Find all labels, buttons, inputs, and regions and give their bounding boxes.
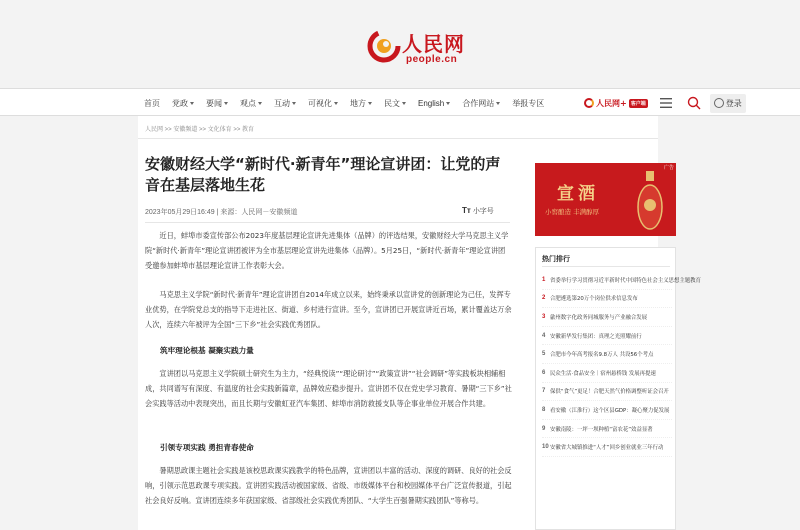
chevron-down-icon [446, 102, 450, 105]
hot-ranking-divider [542, 266, 670, 267]
nav-item[interactable] [378, 89, 412, 117]
nav-item[interactable] [506, 89, 550, 117]
login-button[interactable] [710, 94, 746, 113]
hot-ranking-number: 7 [542, 388, 546, 395]
nav-item-label: 合作网站 [462, 98, 495, 108]
nav-item-label: 互动 [274, 98, 290, 108]
hot-ranking-item[interactable] [542, 401, 672, 420]
breadcrumb[interactable]: 人民网 >> 安徽频道 >> 文化体育 >> 教育 [145, 127, 255, 133]
nav-item-label: 可视化 [308, 98, 332, 108]
search-icon[interactable] [686, 95, 702, 111]
nav-item-label: 民文 [384, 98, 400, 108]
nav-menu [138, 89, 550, 117]
main-nav [0, 88, 800, 116]
brand-swirl-icon [584, 98, 594, 108]
ad-title: 宣酒 [557, 184, 599, 204]
liquor-bottle-icon [635, 169, 665, 231]
hot-ranking-link[interactable]: 安徽南陵：一坪一坝种植“富农花”效益显著 [550, 426, 653, 433]
section-heading-2: 引领专项实践 勇担青春使命 [160, 443, 254, 452]
nav-item-label: 举报专区 [512, 98, 545, 108]
nav-item[interactable] [412, 89, 456, 117]
nav-item-label: 党政 [172, 98, 188, 108]
nav-item[interactable] [344, 89, 378, 117]
chevron-down-icon [496, 102, 500, 105]
hot-ranking-item[interactable] [542, 308, 672, 327]
hot-ranking-link[interactable]: 安徽省大城镇推进“人才”回乡创业就业三年行动 [550, 445, 664, 452]
hot-ranking-item[interactable] [542, 364, 672, 383]
hot-ranking-link[interactable]: 合肥市今年高考报名9.8万人 共设56个考点 [550, 352, 654, 359]
hot-ranking-number: 5 [542, 351, 546, 358]
nav-item-label: 要闻 [206, 98, 222, 108]
nav-item-label: English [418, 98, 445, 108]
chevron-down-icon [224, 102, 228, 105]
chevron-down-icon [402, 102, 406, 105]
hot-ranking-link[interactable]: 看安徽（江淮行）这个区县GDP：凝心聚力促发展 [550, 407, 670, 414]
hot-ranking-title: 热门排行 [542, 256, 570, 263]
hot-ranking-item[interactable] [542, 438, 672, 457]
hot-ranking-link[interactable]: 合肥遴选第20万个岗位供求信息发布 [550, 296, 638, 303]
hot-ranking-item[interactable] [542, 290, 672, 309]
hot-ranking-number: 10 [542, 444, 549, 451]
article-paragraph-3: 宣讲团以马克思主义学院硕士研究生为主力，“经典悦读”“理论研讨”“政策宣讲”“社会调研”等实践板块相辅相成，共同谱写有深度、有温度的社会实践新篇章，品牌效应稳步提升。宣讲团不仅在党史学习教育、暑期“三下乡”社会实践等活动中表现突出，而且长期与安徽虹亚汽车集团、蚌埠市消防救援支队等企事业单位开展合作共建。 [145, 369, 512, 408]
article-paragraph-4: 暑期思政课主题社会实践是该校思政课实践教学的特色品牌，宣讲团以丰富的活动、深度的调研、良好的社会反响，引领示范思政课专项实践。宣讲团实践活动被国家级、省级、市级媒体平台和校园媒体平台广泛宣传报道，引起社会良好反响。宣讲团连续多年获国家级、省部级社会实践优秀团队、“大学生百强暑期实践团队”等称号。 [145, 466, 512, 505]
nav-item-label: 地方 [350, 98, 366, 108]
hot-ranking-item[interactable] [542, 420, 672, 439]
nav-item-label: 首页 [144, 98, 160, 108]
hot-ranking-item[interactable] [542, 345, 672, 364]
chevron-down-icon [334, 102, 338, 105]
app-brand [584, 98, 648, 109]
brand-badge: 客户端 [630, 100, 646, 107]
breadcrumb-divider [138, 138, 658, 139]
hot-ranking-link[interactable]: 保供“食气”更足！合肥天然气价格调整听证会召开 [550, 389, 669, 396]
section-heading-1: 筑牢理论根基 凝聚实践力量 [160, 346, 254, 355]
hot-ranking-link[interactable]: 歙州数字化政务同城服务与产业融合发展 [550, 314, 648, 321]
hot-ranking-number: 9 [542, 425, 546, 432]
hot-ranking-list [542, 271, 701, 457]
nav-item[interactable] [456, 89, 506, 117]
ad-label: 广告 [663, 165, 674, 171]
hot-ranking-number: 4 [542, 332, 546, 339]
nav-item[interactable] [166, 89, 200, 117]
chevron-down-icon [368, 102, 372, 105]
app-brand-link[interactable] [584, 89, 648, 117]
hot-ranking-panel [535, 247, 701, 530]
chevron-down-icon [258, 102, 262, 105]
logo-domain: people.cn [406, 54, 458, 65]
hot-ranking-number: 3 [542, 313, 546, 320]
login-label: 登录 [725, 98, 742, 108]
meta-divider [145, 222, 510, 223]
nav-item-label: 观点 [240, 98, 256, 108]
article-title: 安徽财经大学“新时代·新青年”理论宣讲团：让党的声音在基层落地生花 [145, 155, 501, 194]
logo-swirl-icon [366, 28, 402, 64]
hot-ranking-item[interactable] [542, 271, 701, 290]
hot-ranking-link[interactable]: 安徽新华发行集团：真理之光照耀前行 [550, 333, 642, 340]
article-meta: 2023年05月29日16:49 | 来源：人民网－安徽频道 [145, 209, 298, 216]
font-size-icon: Tт [462, 206, 471, 215]
nav-item[interactable] [234, 89, 268, 117]
nav-item[interactable] [302, 89, 344, 117]
advertisement[interactable] [535, 163, 676, 236]
article-paragraph-1: 近日，蚌埠市委宣传部公布2023年度基层理论宣讲先进集体（品牌）的评选结果，安徽财经大学马克思主义学院“新时代·新青年”理论宣讲团被评为全市基层理论宣讲先进集体（品牌）。5月25日，“新时代·新青年”理论宣讲团受邀参加蚌埠市基层理论宣讲工作表彰大会。 [145, 231, 509, 270]
nav-item[interactable] [200, 89, 234, 117]
hot-ranking-number: 6 [542, 369, 546, 376]
brand-name: 人民网+ [596, 97, 627, 108]
font-size-label: 小字号 [472, 208, 494, 215]
hot-ranking-link[interactable]: 省委举行学习贯彻习近平新时代中国特色社会主义思想主题教育 [550, 277, 701, 284]
site-logo[interactable] [366, 26, 486, 70]
hot-ranking-link[interactable]: 民众生活·食品安全｜宿州悬桥钱 发展再提速 [550, 370, 656, 377]
hot-ranking-item[interactable] [542, 383, 672, 402]
nav-item[interactable] [138, 89, 166, 117]
article-paragraph-2: 马克思主义学院“新时代·新青年”理论宣讲团自2014年成立以来，始终秉承以宣讲党的创新理论为己任，发挥专业优势，在学院党总支的指导下走进社区、街道、乡村进行宣讲。至今，宣讲团已开展宣讲近百场，累计覆盖达万余人次，连续六年被评为全国“三下乡”社会实践优秀团队。 [145, 290, 512, 329]
menu-icon[interactable] [658, 95, 674, 111]
nav-tools [580, 89, 746, 117]
nav-item[interactable] [268, 89, 302, 117]
hot-ranking-number: 8 [542, 406, 546, 413]
hot-ranking-item[interactable] [542, 327, 672, 346]
hot-ranking-number: 1 [542, 276, 546, 283]
chevron-down-icon [292, 102, 296, 105]
chevron-down-icon [190, 102, 194, 105]
ad-slogan: 小窖酿造 丰满醇厚 [545, 208, 600, 216]
header [0, 0, 800, 88]
font-size-toggle[interactable] [462, 206, 494, 216]
user-icon [714, 98, 724, 108]
hot-ranking-number: 2 [542, 295, 546, 302]
logo-text: 人民网 [402, 32, 465, 56]
